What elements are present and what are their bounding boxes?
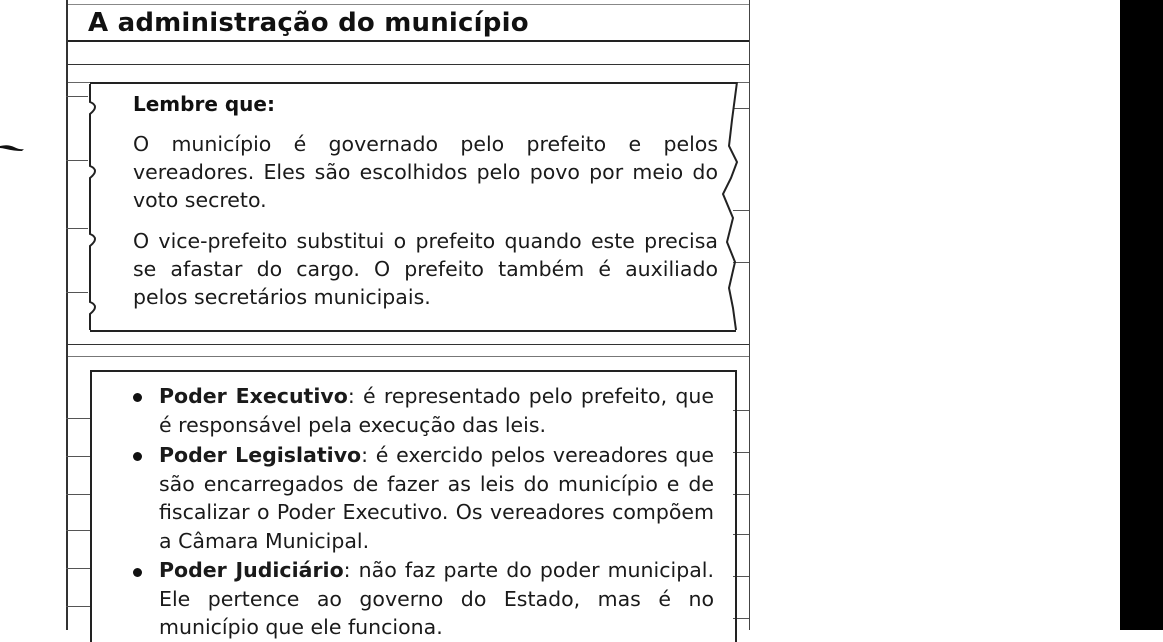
margin-tick [66,292,88,293]
power-description: : não faz parte do poder municipal. Ele pertence ao governo do Estado, mas é no município que ele funciona. [159,558,714,639]
margin-tick [66,456,90,457]
margin-tick [66,418,90,419]
power-description: : é representado pelo prefeito, que é responsável pela execução das leis. [159,384,714,437]
reminder-heading: Lembre que: [133,92,275,116]
margin-tick [66,568,90,569]
margin-tick [66,228,88,229]
margin-tick [66,96,88,97]
power-legislative [159,441,714,555]
page-title: A administração do município [88,8,529,38]
power-description: : é exercido pelos vereadores que são encarregados de fazer as leis do município e de fiscalizar o Poder Executivo. Os vereadores compõem a Câmara Municipal. [159,443,714,553]
top-rule [68,4,749,5]
power-judiciary [159,556,714,642]
bullet-icon [133,393,142,402]
power-name: Poder Executivo [159,384,348,408]
title-underline [68,40,749,42]
power-name: Poder Judiciário [159,558,344,582]
left-margin-rule [66,0,68,630]
power-executive [159,382,714,439]
torn-paper-edge [715,82,745,330]
ink-smudge-mark [0,142,24,152]
right-margin-rule [749,0,750,630]
margin-tick [66,160,88,161]
reminder-paragraph-2: O vice-prefeito substitui o prefeito quando este precisa se afastar do cargo. O prefeito também é auxiliado pelos secretários municipais. [133,229,718,309]
bullet-icon [133,452,142,461]
rule-1 [68,64,749,65]
margin-tick [66,530,90,531]
scan-edge-band [1120,0,1163,630]
reminder-paragraph-1: O município é governado pelo prefeito e pelos vereadores. Eles são escolhidos pelo povo por meio do voto secreto. [133,132,718,212]
rule-4 [68,356,749,357]
margin-tick [66,494,90,495]
rule-3 [68,344,749,345]
power-name: Poder Legislativo [159,443,362,467]
bullet-icon [133,568,142,577]
margin-tick [66,606,90,607]
notebook-rings-edge [86,84,106,330]
